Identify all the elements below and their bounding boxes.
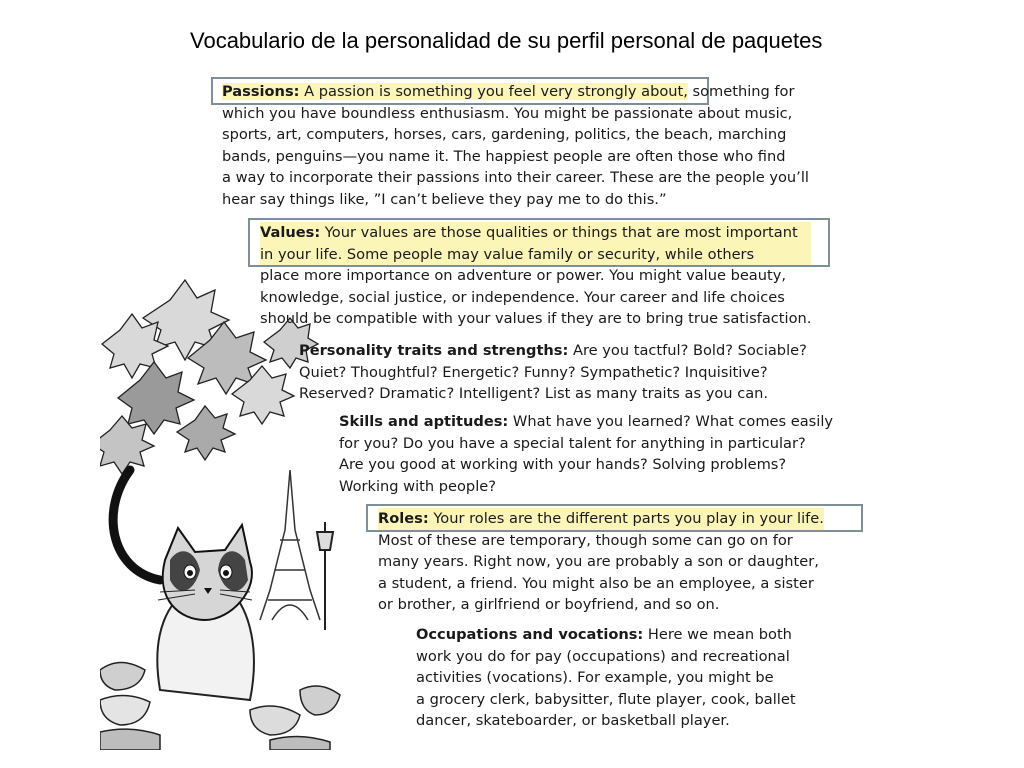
roles-block: [378, 508, 824, 616]
cat-icon: [157, 525, 254, 700]
values-term: Values:: [260, 224, 321, 241]
values-line: should be compatible with your values if they are to bring true satisfaction.: [260, 310, 812, 327]
values-block: [260, 222, 811, 330]
skills-term: Skills and aptitudes:: [339, 413, 509, 430]
passions-line: sports, art, computers, horses, cars, gardening, politics, the beach, marching: [222, 126, 787, 143]
roles-line: a student, a friend. You might also be an employee, a sister: [378, 574, 814, 592]
traits-line: Quiet? Thoughtful? Energetic? Funny? Sympathetic? Inquisitive?: [299, 363, 768, 381]
skills-line: Are you good at working with your hands? Solving problems?: [339, 456, 787, 473]
occupations-line: activities (vocations). For example, you might be: [416, 669, 774, 686]
eiffel-tower-icon: [260, 470, 320, 620]
roles-line: Most of these are temporary, though some can go on for: [378, 531, 793, 549]
values-line: place more importance on adventure or power. You might value beauty,: [260, 267, 787, 284]
passions-block: [222, 81, 809, 210]
occupations-line: work you do for pay (occupations) and recreational: [416, 647, 790, 665]
skills-line: What have you learned? What comes easily: [508, 413, 834, 430]
traits-term: Personality traits and strengths:: [299, 342, 569, 359]
skills-line: Working with people?: [339, 477, 496, 495]
values-highlight-line: in your life. Some people may value family or security, while others: [260, 244, 811, 266]
occupations-line: a grocery clerk, babysitter, flute player, cook, ballet: [416, 690, 796, 708]
occupations-line: dancer, skateboarder, or basketball player.: [416, 712, 730, 729]
values-highlight-line: Your values are those qualities or things that are most important: [324, 224, 798, 241]
roles-highlight-text: Your roles are the different parts you play in your life.: [433, 510, 824, 527]
passions-highlight-text: A passion is something you feel very strongly about,: [304, 83, 688, 100]
lamp-post-icon: [317, 522, 333, 630]
roles-line: many years. Right now, you are probably a son or daughter,: [378, 553, 819, 570]
traits-line: Reserved? Dramatic? Intelligent? List as many traits as you can.: [299, 385, 769, 402]
passions-term: Passions:: [222, 83, 300, 100]
skills-line: for you? Do you have a special talent for anything in particular?: [339, 434, 806, 452]
passions-line: which you have boundless enthusiasm. You might be passionate about music,: [222, 104, 793, 122]
skills-block: [339, 411, 833, 497]
occupations-block: [416, 624, 796, 732]
roles-term: Roles:: [378, 510, 429, 527]
occupations-line: Here we mean both: [643, 626, 792, 643]
passions-line: hear say things like, ”I can’t believe they pay me to do this.”: [222, 190, 667, 208]
passions-line: a way to incorporate their passions into their career. These are the people you’ll: [222, 169, 809, 186]
page-title: Vocabulario de la personalidad de su perfil personal de paquetes: [190, 28, 823, 53]
traits-line: Are you tactful? Bold? Sociable?: [568, 342, 807, 359]
passions-line: bands, penguins—you name it. The happiest people are often those who find: [222, 147, 786, 165]
values-line: knowledge, social justice, or independence. Your career and life choices: [260, 288, 785, 306]
traits-block: [299, 340, 807, 405]
roles-line: or brother, a girlfriend or boyfriend, and so on.: [378, 596, 720, 613]
occupations-term: Occupations and vocations:: [416, 626, 644, 643]
passions-line-1: Passions: A passion is something you feel very strongly about, something for: [222, 83, 795, 100]
